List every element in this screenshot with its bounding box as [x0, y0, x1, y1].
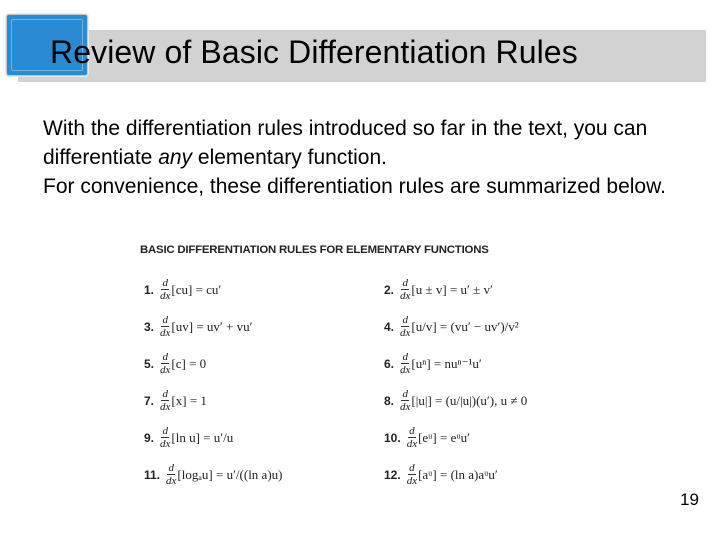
rule-number: 2. [384, 282, 395, 297]
derivative-operator: d dx [400, 314, 411, 339]
page-number: 19 [680, 490, 699, 509]
rule-number: 6. [384, 356, 395, 371]
rule-7 [144, 388, 207, 413]
derivative-operator: d dx [406, 425, 418, 450]
rule-number: 8. [384, 393, 395, 408]
rule-11 [144, 462, 282, 487]
rule-number: 4. [384, 319, 395, 334]
rule-4 [384, 314, 519, 339]
rule-3 [144, 314, 252, 339]
emphasis-any: any [158, 146, 193, 169]
rule-expression: [eᵘ] = eᵘu′ [418, 429, 470, 445]
rule-expression: [c] = 0 [171, 355, 207, 371]
paragraph-intro [43, 114, 683, 172]
rule-expression: [aᵘ] = (ln a)aᵘu′ [418, 466, 498, 482]
paragraph-intro-start: With the differentiation rules introduced so far in the text, you can differentiate [43, 117, 648, 169]
rule-8 [384, 388, 527, 413]
rule-5 [144, 351, 206, 376]
rule-number: 1. [144, 282, 155, 297]
rule-number: 10. [384, 430, 401, 445]
rule-expression: [x] = 1 [171, 392, 207, 408]
rule-1 [144, 277, 221, 302]
rules-table-header: BASIC DIFFERENTIATION RULES FOR ELEMENTARY FUNCTIONS [140, 244, 489, 256]
derivative-operator: d dx [160, 425, 171, 450]
rule-9 [144, 425, 233, 450]
paragraph-intro-end: elementary function. [192, 146, 387, 169]
rule-expression: [cu] = cu′ [171, 281, 222, 297]
rule-2 [384, 277, 493, 302]
rule-expression: [ln u] = u′/u [171, 429, 234, 445]
paragraph-summary: For convenience, these differentiation rules are summarized below. [43, 175, 666, 198]
derivative-operator: d dx [400, 351, 411, 376]
derivative-operator: d dx [160, 388, 171, 413]
rule-6 [384, 351, 482, 376]
derivative-operator: d dx [406, 462, 418, 487]
rule-number: 7. [144, 393, 155, 408]
rule-12 [384, 462, 498, 487]
derivative-operator: d dx [400, 277, 411, 302]
rule-10 [384, 425, 470, 450]
rules-table-image [140, 244, 580, 504]
rule-expression: [u/v] = (vu′ − uv′)/v² [411, 318, 519, 334]
rule-expression: [u ± v] = u′ ± v′ [411, 281, 493, 297]
rule-number: 3. [144, 319, 155, 334]
derivative-operator: d dx [400, 388, 411, 413]
derivative-operator: d dx [160, 351, 171, 376]
rule-expression: [uⁿ] = nuⁿ⁻¹u′ [411, 355, 482, 371]
rule-number: 11. [144, 467, 161, 482]
body-text [43, 114, 683, 201]
rule-number: 12. [384, 467, 401, 482]
rule-expression: [logₐu] = u′/((ln a)u) [177, 466, 283, 482]
derivative-operator: d dx [160, 277, 171, 302]
derivative-operator: d dx [160, 314, 171, 339]
rule-number: 5. [144, 356, 155, 371]
rule-number: 9. [144, 430, 155, 445]
rule-expression: [uv] = uv′ + vu′ [171, 318, 253, 334]
rule-expression: [|u|] = (u/|u|)(u′), u ≠ 0 [411, 392, 528, 408]
slide-title: Review of Basic Differentiation Rules [50, 34, 578, 70]
derivative-operator: d dx [166, 462, 177, 487]
